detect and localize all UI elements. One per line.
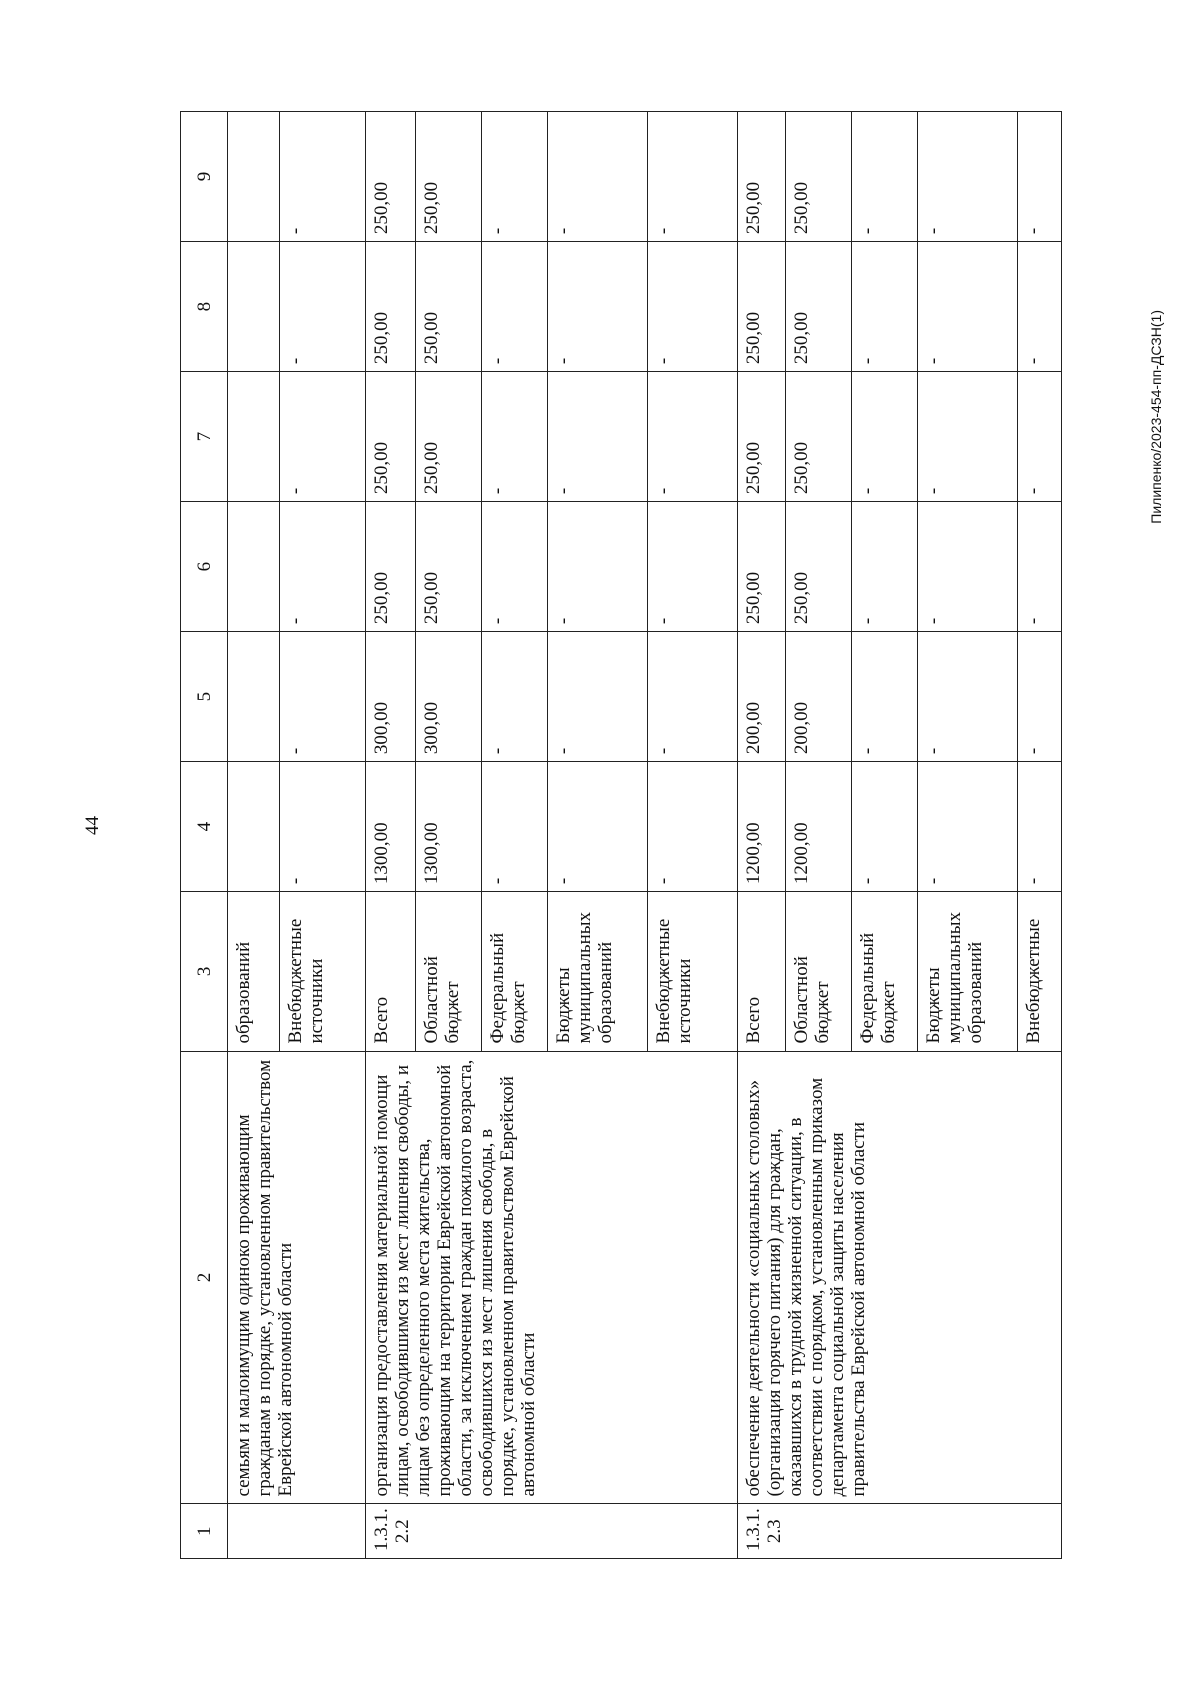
value-cell: - bbox=[482, 372, 548, 502]
value-cell: - bbox=[548, 112, 648, 242]
value-cell bbox=[228, 632, 280, 762]
value-cell: - bbox=[280, 242, 366, 372]
value-cell: - bbox=[548, 762, 648, 892]
value-cell: 250,00 bbox=[416, 502, 482, 632]
col-num: 8 bbox=[181, 242, 228, 372]
value-cell: 250,00 bbox=[786, 112, 852, 242]
value-cell: - bbox=[280, 112, 366, 242]
funding-source: Бюджеты муниципальных образований bbox=[918, 892, 1018, 1051]
table-row bbox=[738, 112, 786, 1559]
value-cell: - bbox=[852, 632, 918, 762]
value-cell: 250,00 bbox=[738, 372, 786, 502]
value-cell: - bbox=[1018, 372, 1062, 502]
value-cell: 250,00 bbox=[366, 502, 416, 632]
item-code-cell bbox=[228, 1504, 366, 1559]
funding-source: Внебюджетные источники bbox=[280, 892, 366, 1051]
funding-source: Бюджеты муниципальных образований bbox=[548, 892, 648, 1051]
value-cell: - bbox=[852, 112, 918, 242]
item-description: семьям и малоимущим одиноко проживающим гражданам в порядке, установленном правительством Еврейской автономной области bbox=[228, 1051, 366, 1504]
value-cell: 200,00 bbox=[738, 632, 786, 762]
value-cell: - bbox=[648, 112, 738, 242]
value-cell: - bbox=[1018, 242, 1062, 372]
value-cell: - bbox=[918, 112, 1018, 242]
value-cell: - bbox=[548, 372, 648, 502]
item-description: обеспечение деятельности «социальных столовых» (организация горячего питания) для граждан, оказавшихся в трудной жизненной ситуации, в соответствии с порядком, установленным приказом департамента социальной защиты населения правительства Еврейской автономной области bbox=[738, 1051, 1062, 1504]
funding-source: Федеральный бюджет bbox=[482, 892, 548, 1051]
table-row bbox=[228, 112, 280, 1559]
value-cell: - bbox=[1018, 502, 1062, 632]
col-num: 7 bbox=[181, 372, 228, 502]
value-cell: - bbox=[648, 372, 738, 502]
funding-source: Всего bbox=[366, 892, 416, 1051]
page-number: 44 bbox=[82, 816, 103, 835]
value-cell: - bbox=[548, 242, 648, 372]
value-cell: - bbox=[280, 762, 366, 892]
value-cell: - bbox=[482, 632, 548, 762]
value-cell: 250,00 bbox=[366, 112, 416, 242]
value-cell: 1200,00 bbox=[738, 762, 786, 892]
value-cell: 1300,00 bbox=[366, 762, 416, 892]
value-cell: - bbox=[280, 372, 366, 502]
funding-source: образований bbox=[228, 892, 280, 1051]
col-num: 4 bbox=[181, 762, 228, 892]
value-cell: 250,00 bbox=[786, 372, 852, 502]
funding-source: Федеральный бюджет bbox=[852, 892, 918, 1051]
value-cell: 250,00 bbox=[738, 242, 786, 372]
value-cell: - bbox=[482, 762, 548, 892]
funding-source: Внебюджетные источники bbox=[648, 892, 738, 1051]
value-cell bbox=[228, 372, 280, 502]
value-cell: - bbox=[648, 502, 738, 632]
col-num: 9 bbox=[181, 112, 228, 242]
value-cell: - bbox=[482, 242, 548, 372]
item-code: 1.3.1. 2.3 bbox=[738, 1504, 1062, 1559]
value-cell: - bbox=[918, 502, 1018, 632]
value-cell bbox=[228, 502, 280, 632]
value-cell: - bbox=[648, 242, 738, 372]
value-cell: - bbox=[918, 242, 1018, 372]
col-num: 3 bbox=[181, 892, 228, 1051]
value-cell: - bbox=[918, 762, 1018, 892]
col-num: 2 bbox=[181, 1051, 228, 1504]
value-cell: - bbox=[1018, 762, 1062, 892]
value-cell: - bbox=[482, 112, 548, 242]
value-cell: - bbox=[548, 632, 648, 762]
value-cell bbox=[228, 112, 280, 242]
value-cell: - bbox=[852, 762, 918, 892]
value-cell: 250,00 bbox=[738, 502, 786, 632]
value-cell: - bbox=[1018, 632, 1062, 762]
value-cell: - bbox=[280, 632, 366, 762]
funding-source: Областной бюджет bbox=[416, 892, 482, 1051]
budget-table bbox=[180, 111, 1062, 1559]
value-cell: - bbox=[1018, 112, 1062, 242]
value-cell: 250,00 bbox=[786, 242, 852, 372]
value-cell: 250,00 bbox=[416, 372, 482, 502]
value-cell: - bbox=[918, 632, 1018, 762]
value-cell: 250,00 bbox=[416, 242, 482, 372]
col-num: 6 bbox=[181, 502, 228, 632]
table-row bbox=[366, 112, 416, 1559]
value-cell: 250,00 bbox=[416, 112, 482, 242]
value-cell: - bbox=[648, 632, 738, 762]
value-cell: 1300,00 bbox=[416, 762, 482, 892]
value-cell: 1200,00 bbox=[786, 762, 852, 892]
value-cell: 250,00 bbox=[786, 502, 852, 632]
value-cell: - bbox=[852, 372, 918, 502]
value-cell: 200,00 bbox=[786, 632, 852, 762]
funding-source: Областной бюджет bbox=[786, 892, 852, 1051]
value-cell: - bbox=[548, 502, 648, 632]
value-cell: - bbox=[648, 762, 738, 892]
column-number-row bbox=[181, 112, 228, 1559]
value-cell: - bbox=[482, 502, 548, 632]
funding-source: Всего bbox=[738, 892, 786, 1051]
value-cell: - bbox=[918, 372, 1018, 502]
footer-code: Пилипенко/2023-454-пп-ДСЗН(1) bbox=[1148, 310, 1164, 524]
value-cell: 250,00 bbox=[738, 112, 786, 242]
value-cell: 300,00 bbox=[416, 632, 482, 762]
value-cell: - bbox=[852, 502, 918, 632]
value-cell bbox=[228, 242, 280, 372]
item-description: организация предоставления материальной помощи лицам, освободившимся из мест лишения свободы, и лицам без определенного места жительства, проживающим на территории Еврейской автономной области, за исключением граждан пожилого возраста, освободившихся из мест лишения свободы, в порядке, установленном правительством Еврейской автономной области bbox=[366, 1051, 738, 1504]
col-num: 1 bbox=[181, 1504, 228, 1559]
value-cell: - bbox=[852, 242, 918, 372]
value-cell bbox=[228, 762, 280, 892]
funding-source: Внебюджетные bbox=[1018, 892, 1062, 1051]
value-cell: - bbox=[280, 502, 366, 632]
value-cell: 300,00 bbox=[366, 632, 416, 762]
col-num: 5 bbox=[181, 632, 228, 762]
item-code: 1.3.1. 2.2 bbox=[366, 1504, 738, 1559]
value-cell: 250,00 bbox=[366, 372, 416, 502]
value-cell: 250,00 bbox=[366, 242, 416, 372]
